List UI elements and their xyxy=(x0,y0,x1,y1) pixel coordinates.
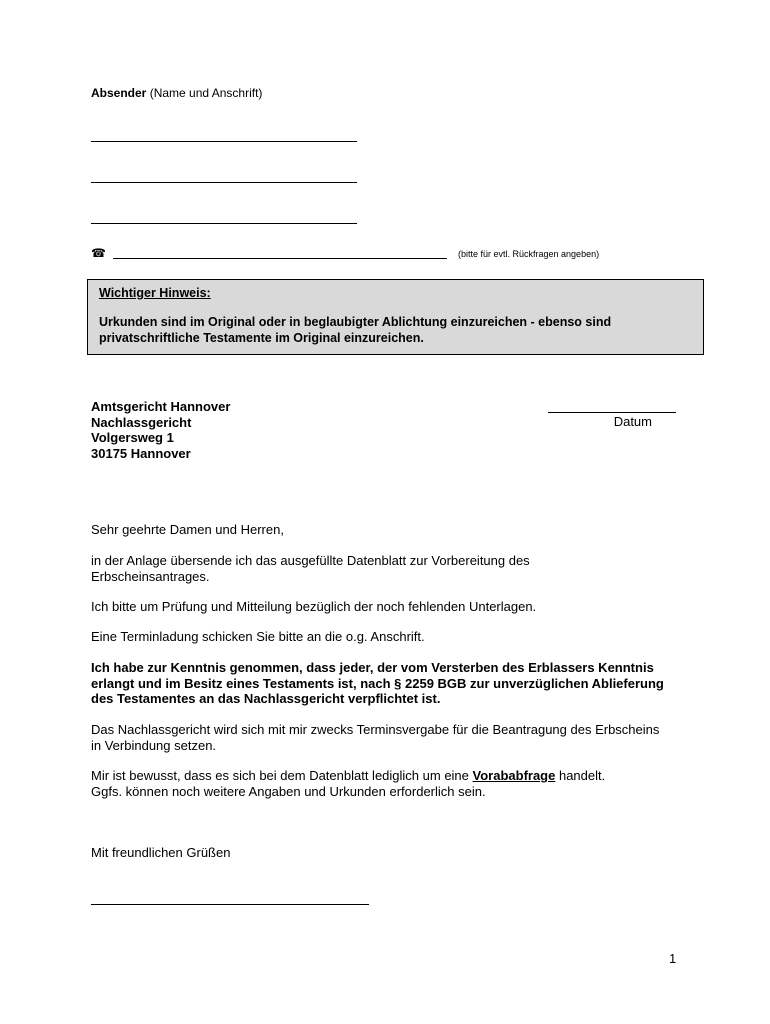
vorababfrage-emphasis: Vorababfrage xyxy=(472,768,556,783)
recipient-address xyxy=(91,399,230,461)
page-number: 1 xyxy=(669,951,677,966)
notice-title: Wichtiger Hinweis: xyxy=(99,286,211,300)
sender-label xyxy=(91,86,262,100)
sender-label-bold: Absender xyxy=(91,86,147,100)
vorababfrage-line2: Ggfs. können noch weitere Angaben und Urkunden erforderlich sein. xyxy=(91,783,486,799)
sender-street-line[interactable] xyxy=(91,182,357,183)
recipient-line: 30175 Hannover xyxy=(91,445,191,461)
recipient-line: Nachlassgericht xyxy=(91,414,192,430)
sender-city-line[interactable] xyxy=(91,223,357,224)
notice-text: Urkunden sind im Original oder in beglaubigter Ablichtung einzureichen - ebenso sind privatschriftliche Testamente im Original einzureichen. xyxy=(99,315,612,345)
date-line[interactable] xyxy=(548,412,676,413)
vorababfrage-text-after: handelt. xyxy=(555,768,606,783)
closing: Mit freundlichen Grüßen xyxy=(91,845,231,860)
sender-name-line[interactable] xyxy=(91,141,357,142)
date-label: Datum xyxy=(613,414,652,429)
paragraph-vorababfrage xyxy=(91,768,681,799)
telephone-icon: ☎ xyxy=(91,246,106,260)
recipient-line: Volgersweg 1 xyxy=(91,430,174,445)
phone-row xyxy=(91,246,600,264)
salutation: Sehr geehrte Damen und Herren, xyxy=(91,522,284,537)
paragraph-terminsvergabe: Das Nachlassgericht wird sich mit mir zwecks Terminsvergabe für die Beantragung des Erbscheins in Verbindung setzen. xyxy=(91,722,660,753)
paragraph-pruefung: Ich bitte um Prüfung und Mitteilung bezüglich der noch fehlenden Unterlagen. xyxy=(91,599,537,614)
vorababfrage-text-before: Mir ist bewusst, dass es sich bei dem Datenblatt lediglich um eine xyxy=(91,768,473,783)
phone-line[interactable] xyxy=(113,258,447,259)
paragraph-datenblatt: in der Anlage übersende ich das ausgefüllte Datenblatt zur Vorbereitung des Erbscheinsantrages. xyxy=(91,553,530,584)
phone-hint: (bitte für evtl. Rückfragen angeben) xyxy=(458,249,600,259)
paragraph-ablieferungspflicht: Ich habe zur Kenntnis genommen, dass jeder, der vom Versterben des Erblassers Kenntnis erlangt und im Besitz eines Testaments ist, nach § 2259 BGB zur unverzüglichen Ablieferung des Testamentes an das Nachlassgericht verpflichtet ist. xyxy=(91,660,664,706)
paragraph-terminladung: Eine Terminladung schicken Sie bitte an die o.g. Anschrift. xyxy=(91,629,425,644)
sender-label-rest: (Name und Anschrift) xyxy=(146,86,263,100)
signature-line[interactable] xyxy=(91,904,369,905)
recipient-line: Amtsgericht Hannover xyxy=(91,399,231,414)
important-notice-box xyxy=(87,279,704,355)
